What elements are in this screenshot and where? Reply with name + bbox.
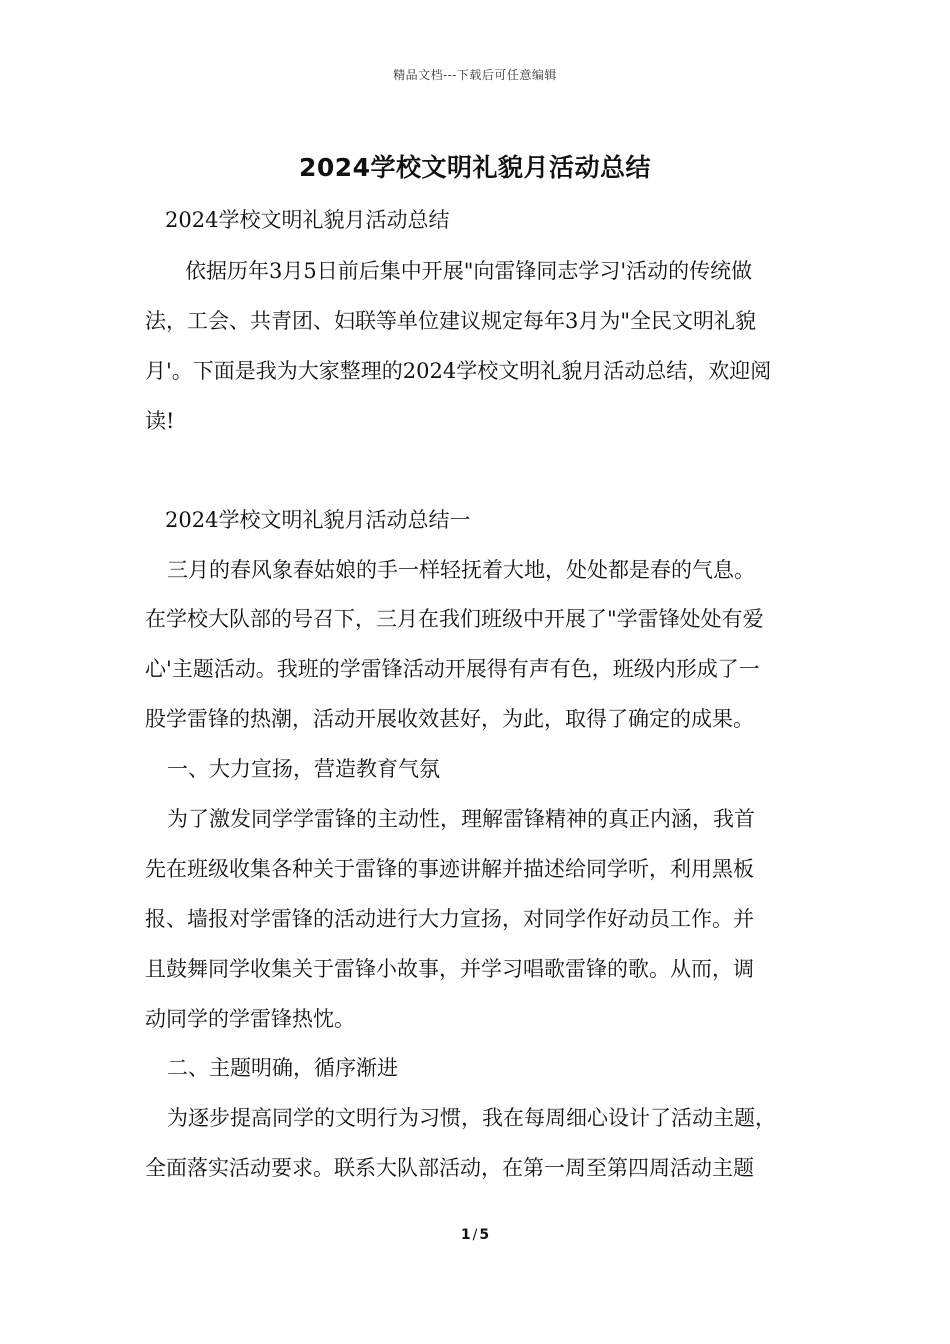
document-title: 2024学校文明礼貌月活动总结 xyxy=(298,153,652,182)
body-line: 2024学校文明礼貌月活动总结 xyxy=(165,208,450,232)
section-heading: 二、主题明确，循序渐进 xyxy=(167,1056,398,1080)
body-line: 依据历年3月5日前后集中开展"向雷锋同志学习'活动的传统做 xyxy=(185,259,753,283)
section-heading: 一、大力宣扬，营造教育气氛 xyxy=(167,757,440,781)
body-line: 为逐步提高同学的文明行为习惯，我在每周细心设计了活动主题， xyxy=(167,1106,776,1130)
body-line: 且鼓舞同学收集关于雷锋小故事，并学习唱歌雷锋的歌。从而，调 xyxy=(145,957,754,981)
header-note: 精品文档---下载后可任意编辑 xyxy=(393,68,557,82)
body-line: 报、墙报对学雷锋的活动进行大力宣扬，对同学作好动员工作。并 xyxy=(145,907,754,931)
body-line: 在学校大队部的号召下，三月在我们班级中开展了"学雷锋处处有爱 xyxy=(145,607,764,631)
current-page: 1 xyxy=(460,1227,471,1243)
body-line: 三月的春风象春姑娘的手一样轻抚着大地，处处都是春的气息。 xyxy=(167,558,755,582)
total-pages: 5 xyxy=(479,1227,490,1243)
page-separator: / xyxy=(472,1227,478,1243)
body-line: 法，工会、共青团、妇联等单位建议规定每年3月为"全民文明礼貌 xyxy=(145,309,757,333)
page-number xyxy=(0,1227,950,1243)
body-line: 月'。下面是我为大家整理的2024学校文明礼貌月活动总结，欢迎阅 xyxy=(145,359,772,383)
body-line: 2024学校文明礼貌月活动总结一 xyxy=(165,508,471,532)
body-line: 为了激发同学学雷锋的主动性，理解雷锋精神的真正内涵，我首 xyxy=(167,807,755,831)
body-line: 先在班级收集各种关于雷锋的事迹讲解并描述给同学听，利用黑板 xyxy=(145,857,754,881)
body-line: 读! xyxy=(145,409,175,433)
body-line: 全面落实活动要求。联系大队部活动，在第一周至第四周活动主题 xyxy=(145,1156,754,1180)
body-line: 股学雷锋的热潮，活动开展收效甚好，为此，取得了确定的成果。 xyxy=(145,707,754,731)
body-line: 心'主题活动。我班的学雷锋活动开展得有声有色，班级内形成了一 xyxy=(145,657,760,681)
body-line: 动同学的学雷锋热忱。 xyxy=(145,1007,355,1031)
